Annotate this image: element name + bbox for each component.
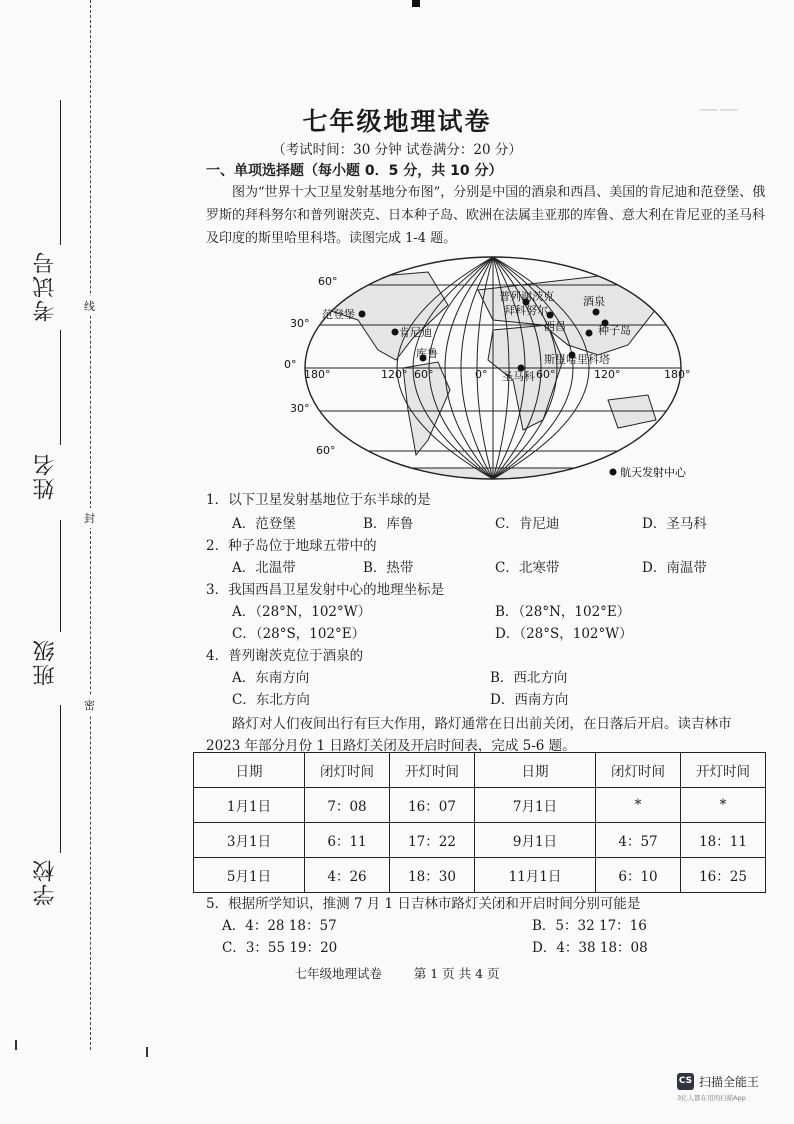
table-cell: 18：30: [390, 858, 475, 893]
binding-char-secret: 密: [84, 695, 95, 715]
table-header: 闭灯时间: [596, 753, 681, 788]
lat-label-60s: 60°: [316, 444, 336, 457]
lon-label-60w: 60°: [414, 368, 434, 381]
table-row: [194, 858, 766, 893]
legend-label: 航天发射中心: [620, 466, 686, 479]
page-title: 七年级地理试卷: [302, 107, 492, 136]
site-label-xichang: 西昌: [544, 320, 566, 333]
lamp-intro-line1: 路灯对人们夜间出行有巨大作用，路灯通常在日出前关闭，在日落后开启。读吉林市: [232, 716, 732, 732]
q3-option-c[interactable]: C．（28°S，102°E）: [232, 626, 366, 642]
class-line[interactable]: [60, 520, 61, 632]
section-intro: 图为“世界十大卫星发射基地分布图”，分别是中国的酒泉和西昌、美国的肯尼迪和范登堡、俄罗斯的拜科努尔和普列谢茨克、日本种子岛、欧洲在法属圭亚那的库鲁、意大利在肯尼亚的圣马科及印度的斯里哈里科塔。读图完成 1-4 题。: [206, 185, 766, 246]
site-label-kourou: 库鲁: [416, 347, 438, 360]
exam-number-label: 考试号: [33, 250, 58, 322]
binding-char-seal: 封: [84, 508, 95, 528]
lon-label-120w: 120°: [381, 368, 408, 381]
site-label-vandenberg: 范登堡: [322, 308, 355, 321]
q5-option-c[interactable]: C．3：55 19：20: [222, 940, 338, 956]
table-header: 日期: [194, 753, 305, 788]
world-map: [278, 250, 708, 490]
q2-option-a[interactable]: A．北温带: [232, 560, 296, 576]
name-line[interactable]: [60, 330, 61, 445]
table-cell: 11月1日: [475, 858, 596, 893]
q1-option-b[interactable]: B．库鲁: [363, 516, 414, 532]
camscanner-logo-icon: CS: [677, 1073, 694, 1090]
class-label: 班级: [33, 638, 58, 686]
q5-option-b[interactable]: B．5：32 17：16: [532, 918, 647, 934]
site-label-plesetsk: 普列谢茨克: [499, 290, 554, 303]
lon-label-0: 0°: [475, 368, 488, 381]
question-2-stem: 2．种子岛位于地球五带中的: [206, 538, 377, 554]
scan-mark: [146, 1047, 148, 1057]
q4-option-b[interactable]: B．西北方向: [490, 670, 568, 686]
question-3-stem: 3．我国西昌卫星发射中心的地理坐标是: [206, 582, 445, 598]
binding-char-line: 线: [84, 296, 95, 316]
bleed-through: ▁▁ ▁▁: [700, 98, 738, 111]
table-header: 开灯时间: [390, 753, 475, 788]
table-cell: 4：26: [305, 858, 390, 893]
table-cell: 7月1日: [475, 788, 596, 823]
lamp-intro-line2: 2023 年部分月份 1 日路灯关闭及开启时间表，完成 5-6 题。: [206, 738, 576, 754]
lamp-time-table: [193, 752, 766, 893]
page-subtitle: （考试时间：30 分钟 试卷满分：20 分）: [272, 142, 522, 158]
table-cell: 1月1日: [194, 788, 305, 823]
table-header: 日期: [475, 753, 596, 788]
table-cell: 5月1日: [194, 858, 305, 893]
site-label-kennedy: 肯尼迪: [399, 326, 432, 339]
lat-label-0: 0°: [284, 358, 297, 371]
table-cell: 18：11: [681, 823, 766, 858]
table-cell: 9月1日: [475, 823, 596, 858]
watermark-app-name: 扫描全能王: [699, 1075, 760, 1089]
school-label: 学校: [33, 858, 58, 906]
q5-option-d[interactable]: D．4：38 18：08: [532, 940, 648, 956]
table-cell: 16：25: [681, 858, 766, 893]
site-vandenberg-dot: [359, 311, 366, 318]
table-cell: *: [681, 788, 766, 823]
lon-label-60e: 60°: [536, 368, 556, 381]
watermark-tagline: 3亿人都在用的扫描App: [677, 1094, 746, 1102]
question-1-stem: 1．以下卫星发射基地位于东半球的是: [206, 492, 431, 508]
table-row: [194, 788, 766, 823]
scan-mark: [412, 0, 420, 7]
q3-option-d[interactable]: D．（28°S，102°W）: [495, 626, 633, 642]
q5-option-a[interactable]: A．4：28 18：57: [222, 918, 337, 934]
lon-label-180w: 180°: [304, 368, 331, 381]
site-label-sanmarco: 圣马科: [502, 370, 535, 383]
q4-option-a[interactable]: A．东南方向: [232, 670, 310, 686]
table-cell: 6：11: [305, 823, 390, 858]
q2-option-d[interactable]: D．南温带: [642, 560, 707, 576]
table-cell: 16：07: [390, 788, 475, 823]
table-row: [194, 823, 766, 858]
q1-option-c[interactable]: C．肯尼迪: [495, 516, 560, 532]
q4-option-d[interactable]: D．西南方向: [490, 692, 569, 708]
site-jiuquan-dot: [593, 309, 600, 316]
table-header: 开灯时间: [681, 753, 766, 788]
q3-option-a[interactable]: A．（28°N，102°W）: [232, 604, 372, 620]
table-cell: 17：22: [390, 823, 475, 858]
table-header-row: [194, 753, 766, 788]
question-4-stem: 4．普列谢茨克位于酒泉的: [206, 648, 364, 664]
scan-mark: [15, 1040, 17, 1050]
q2-option-c[interactable]: C．北寒带: [495, 560, 560, 576]
q3-option-b[interactable]: B．（28°N，102°E）: [495, 604, 631, 620]
lon-label-120e: 120°: [594, 368, 621, 381]
site-label-tanegashima: 种子岛: [598, 324, 631, 337]
q4-option-c[interactable]: C．东北方向: [232, 692, 310, 708]
site-label-sriharikota: 斯里哈里科塔: [544, 353, 610, 366]
site-kennedy-dot: [392, 329, 399, 336]
lat-label-60n: 60°: [318, 275, 338, 288]
name-label: 姓名: [33, 452, 58, 500]
q1-option-a[interactable]: A．范登堡: [232, 516, 296, 532]
legend-dot: [610, 469, 617, 476]
lat-label-30s: 30°: [290, 402, 310, 415]
table-cell: 3月1日: [194, 823, 305, 858]
table-cell: 6：10: [596, 858, 681, 893]
page-footer: 七年级地理试卷 第 1 页 共 4 页: [294, 966, 500, 981]
site-label-jiuquan: 酒泉: [583, 295, 605, 308]
table-cell: 7：08: [305, 788, 390, 823]
question-5-stem: 5．根据所学知识，推测 7 月 1 日吉林市路灯关闭和开启时间分别可能是: [206, 896, 641, 912]
table-header: 闭灯时间: [305, 753, 390, 788]
lon-label-180e: 180°: [664, 368, 691, 381]
table-cell: 4：57: [596, 823, 681, 858]
site-label-baikonur: 拜科努尔: [504, 304, 548, 317]
table-cell: *: [596, 788, 681, 823]
q1-option-d[interactable]: D．圣马科: [642, 516, 707, 532]
site-xichang-dot: [586, 330, 593, 337]
school-line[interactable]: [60, 705, 61, 853]
section-heading: 一、单项选择题（每小题 0．5 分，共 10 分）: [206, 163, 503, 179]
q2-option-b[interactable]: B．热带: [363, 560, 414, 576]
lat-label-30n: 30°: [290, 317, 310, 330]
